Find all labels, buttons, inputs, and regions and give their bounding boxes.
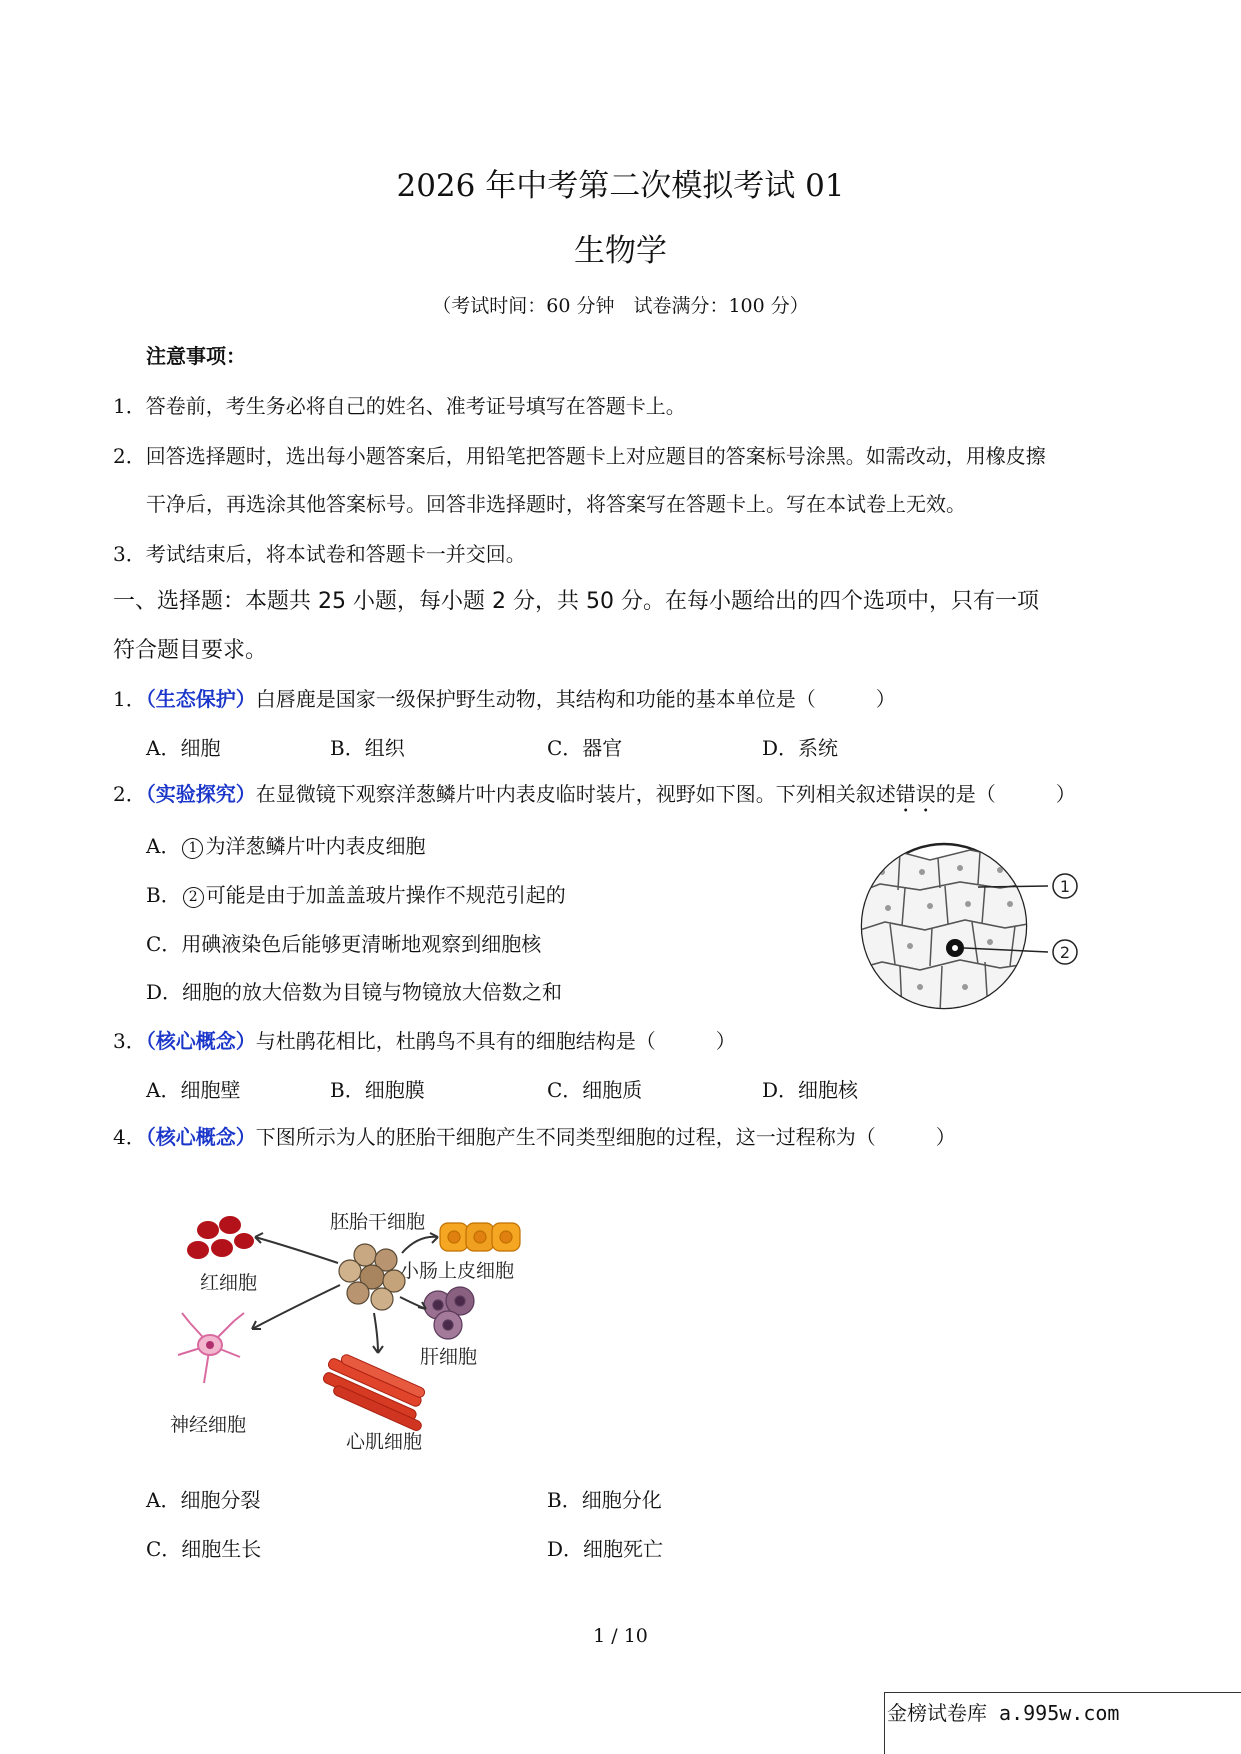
label-stem-cell: 胚胎干细胞 <box>330 1211 426 1233</box>
q4-option-d[interactable]: D．细胞死亡 <box>547 1537 664 1561</box>
differentiation-arrows <box>252 1233 438 1353</box>
red-blood-cells <box>187 1216 254 1259</box>
question-tag: （核心概念） <box>145 1125 256 1149</box>
question-text: 下图所示为人的胚胎干细胞产生不同类型细胞的过程，这一过程称为（ ） <box>255 1125 956 1149</box>
q4-option-b[interactable]: B．细胞分化 <box>547 1488 662 1512</box>
note-item-3: 3．考试结束后，将本试卷和答题卡一并交回。 <box>113 542 526 566</box>
figure-label-2: 2 <box>1059 943 1071 962</box>
heart-muscle-cells <box>322 1353 426 1432</box>
q3-option-b[interactable]: B．细胞膜 <box>330 1078 425 1102</box>
question-1-stem <box>113 683 896 712</box>
q2-option-d[interactable] <box>146 976 562 1005</box>
question-tag: （核心概念） <box>145 1029 256 1053</box>
exam-info: （考试时间：60 分钟 试卷满分：100 分） <box>432 295 809 317</box>
liver-cells <box>424 1287 474 1339</box>
nerve-cell <box>178 1313 244 1383</box>
question-tag: （实验探究） <box>145 782 256 806</box>
label-nerve-cell: 神经细胞 <box>170 1414 247 1436</box>
label-liver-cell: 肝细胞 <box>420 1346 478 1368</box>
stem-cell-figure <box>160 1205 580 1455</box>
intestine-cells <box>440 1223 520 1251</box>
q1-option-a[interactable]: A．细胞 <box>146 736 221 760</box>
note-item-1: 1．答卷前，考生务必将自己的姓名、准考证号填写在答题卡上。 <box>113 394 686 418</box>
question-number: 1． <box>113 687 146 711</box>
option-prefix: B． <box>146 883 181 907</box>
label-heart-cell: 心肌细胞 <box>346 1431 423 1453</box>
q3-option-c[interactable]: C．细胞质 <box>547 1078 643 1102</box>
q1-option-c[interactable]: C．器官 <box>547 736 623 760</box>
question-4-stem <box>113 1121 956 1150</box>
q1-option-b[interactable]: B．组织 <box>330 736 405 760</box>
option-text: 用碘液染色后能够更清晰地观察到细胞核 <box>181 932 542 956</box>
q1-option-d[interactable]: D．系统 <box>762 736 839 760</box>
q3-option-a[interactable]: A．细胞壁 <box>146 1078 241 1102</box>
question-text: 在显微镜下观察洋葱鳞片叶内表皮临时装片，视野如下图。下列相关叙述 <box>255 782 896 806</box>
emphasis-text: 错误 <box>895 782 936 806</box>
q2-option-c[interactable] <box>146 928 541 957</box>
option-text: 细胞的放大倍数为目镜与物镜放大倍数之和 <box>182 980 563 1004</box>
stem-cell-cluster <box>339 1244 405 1310</box>
section-heading-cont: 符合题目要求。 <box>113 638 268 663</box>
option-text: 可能是由于加盖盖玻片操作不规范引起的 <box>205 883 566 907</box>
subject-title: 生物学 <box>574 233 667 269</box>
note-item-2: 2．回答选择题时，选出每小题答案后，用铅笔把答题卡上对应题目的答案标号涂黑。如需改动，用橡皮擦 <box>113 444 1046 468</box>
question-number: 4． <box>113 1125 146 1149</box>
question-text: 与杜鹃花相比，杜鹃鸟不具有的细胞结构是（ ） <box>255 1029 736 1053</box>
question-text-end: 的是（ ） <box>935 782 1076 806</box>
label-intestine-cell: 小肠上皮细胞 <box>400 1260 515 1282</box>
q2-option-b[interactable] <box>146 879 566 908</box>
note-item-2-cont: 干净后，再选涂其他答案标号。回答非选择题时，将答案写在答题卡上。写在本试卷上无效。 <box>146 492 966 516</box>
microscope-field-figure <box>860 842 1090 1010</box>
watermark-box: 金榜试卷库 a.995w.com <box>884 1692 1241 1754</box>
circled-number: 2 <box>183 887 204 908</box>
question-number: 3． <box>113 1029 146 1053</box>
option-prefix: A． <box>146 834 181 858</box>
notes-heading: 注意事项： <box>146 344 246 368</box>
question-text: 白唇鹿是国家一级保护野生动物，其结构和功能的基本单位是（ ） <box>255 687 896 711</box>
label-red-cell: 红细胞 <box>200 1272 258 1294</box>
question-tag: （生态保护） <box>145 687 256 711</box>
question-number: 2． <box>113 782 146 806</box>
q4-option-a[interactable]: A．细胞分裂 <box>146 1488 261 1512</box>
q2-option-a[interactable] <box>146 830 425 859</box>
figure-label-1: 1 <box>1059 877 1071 896</box>
question-3-stem <box>113 1025 736 1054</box>
circled-number: 1 <box>182 838 203 859</box>
exam-title: 2026 年中考第二次模拟考试 01 <box>396 168 845 204</box>
option-text: 为洋葱鳞片叶内表皮细胞 <box>205 834 426 858</box>
option-prefix: D． <box>146 980 183 1004</box>
option-prefix: C． <box>146 932 182 956</box>
page-number: 1 / 10 <box>593 1625 648 1647</box>
section-heading: 一、选择题：本题共 25 小题，每小题 2 分，共 50 分。在每小题给出的四个选项中，只有一项 <box>113 589 1039 614</box>
q4-option-c[interactable]: C．细胞生长 <box>146 1537 262 1561</box>
q3-option-d[interactable]: D．细胞核 <box>762 1078 859 1102</box>
question-2-stem <box>113 778 1076 817</box>
